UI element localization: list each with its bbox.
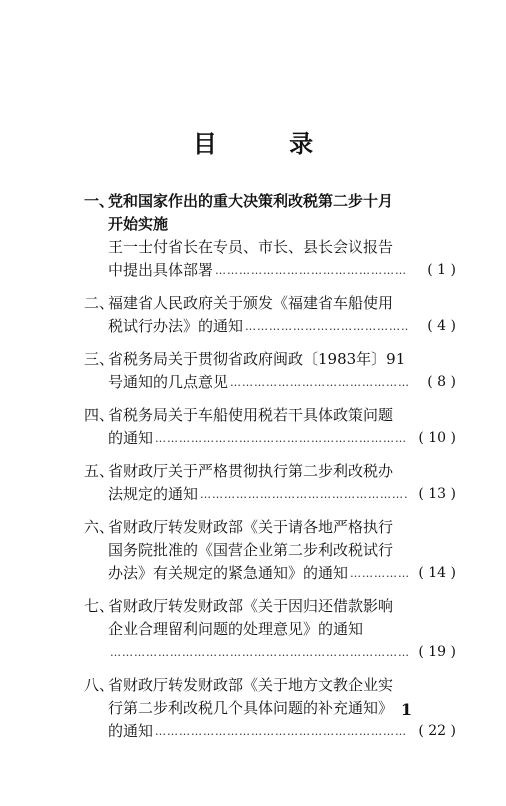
- entry-title-line: 省财政厅关于严格贯彻执行第二步利改税办: [108, 462, 394, 480]
- entry-page-number: ( 13 ): [418, 486, 456, 502]
- entry-title-line: 党和国家作出的重大决策利改税第二步十月: [108, 192, 394, 210]
- entry-title-line: 省税务局关于贯彻省政府闽政〔1983年〕91: [108, 350, 406, 368]
- entry-title-line: 税试行办法》的通知: [108, 317, 244, 335]
- entry-page-number: ( 8 ): [427, 374, 456, 390]
- dot-leader: [153, 720, 408, 743]
- dot-leader: [198, 483, 408, 506]
- dot-leader: [213, 259, 408, 282]
- entry-page-number: ( 4 ): [427, 318, 456, 334]
- page-number: 1: [400, 700, 412, 719]
- entry-number: 一、: [84, 192, 115, 210]
- entry-number: 八、: [84, 676, 115, 694]
- entry-title-line: 福建省人民政府关于颁发《福建省车船使用: [108, 294, 394, 312]
- entry-title-line: 号通知的几点意见: [108, 373, 229, 391]
- entry-title-line: 办法》有关规定的紧急通知》的通知: [108, 564, 349, 582]
- entry-number: 二、: [84, 294, 115, 312]
- toc-entry: [84, 404, 456, 450]
- dot-leader: [243, 315, 408, 338]
- toc-entry: [84, 348, 456, 394]
- entry-page-number: ( 1 ): [427, 262, 456, 278]
- entry-title-line: 的通知: [108, 429, 154, 447]
- entry-page-number: ( 14 ): [418, 565, 456, 581]
- entry-page-number: ( 10 ): [418, 430, 456, 446]
- entry-title-line: 中提出具体部署: [108, 261, 214, 279]
- toc-entry: [84, 460, 456, 506]
- dot-leader: [108, 641, 408, 664]
- toc-entry: [84, 516, 456, 585]
- entry-page-number: ( 19 ): [418, 644, 456, 660]
- entry-title-line: 行第二步利改税几个具体问题的补充通知》: [108, 699, 394, 717]
- entry-title-line: 企业合理留利问题的处理意见》的通知: [108, 620, 364, 638]
- entry-title-line: 省财政厅转发财政部《关于因归还借款影响: [108, 597, 394, 615]
- entry-number: 六、: [84, 518, 115, 536]
- dot-leader: [153, 427, 408, 450]
- dot-leader: [348, 562, 408, 585]
- entry-number: 五、: [84, 462, 115, 480]
- entry-title-line: 省税务局关于车船使用税若干具体政策问题: [108, 406, 394, 424]
- page-title: 目 录: [192, 129, 346, 158]
- entry-title-line: 省财政厅转发财政部《关于地方文教企业实: [108, 676, 394, 694]
- entry-title-line: 的通知: [108, 722, 154, 740]
- entry-title-line: 开始实施: [108, 215, 169, 233]
- entry-number: 七、: [84, 597, 115, 615]
- toc-entry: [84, 595, 456, 664]
- toc-entry: [84, 292, 456, 338]
- table-of-contents: [84, 190, 456, 743]
- entry-page-number: ( 22 ): [418, 723, 456, 739]
- entry-number: 三、: [84, 350, 115, 368]
- entry-title-line: 国务院批准的《国营企业第二步利改税试行: [108, 541, 394, 559]
- entry-title-line: 省财政厅转发财政部《关于请各地严格执行: [108, 518, 394, 536]
- toc-entry: [84, 190, 456, 282]
- entry-title-line: 法规定的通知: [108, 485, 199, 503]
- entry-number: 四、: [84, 406, 115, 424]
- dot-leader: [228, 371, 408, 394]
- entry-subtitle-line: 王一士付省长在专员、市长、县长会议报告: [108, 238, 394, 256]
